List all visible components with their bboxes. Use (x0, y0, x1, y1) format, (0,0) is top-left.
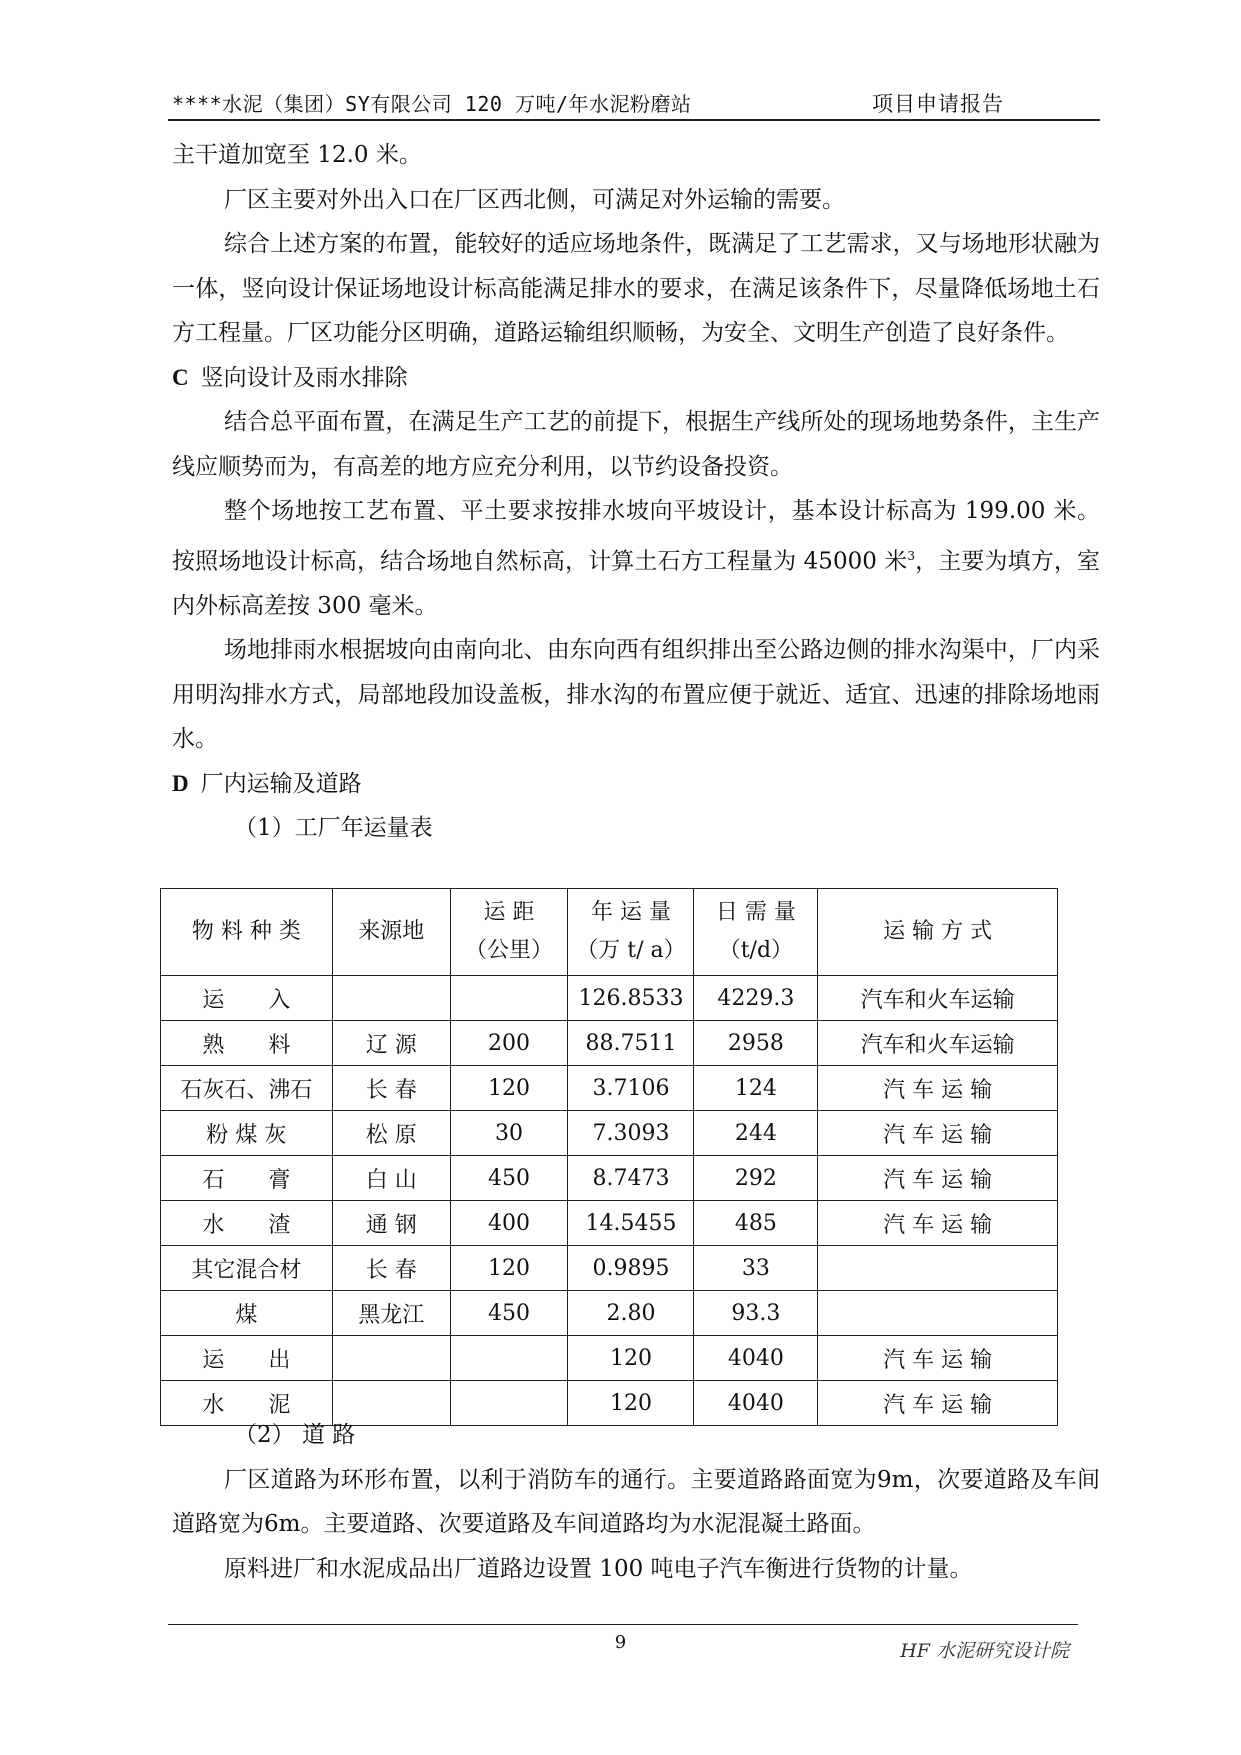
paragraph: 厂区道路为环形布置，以利于消防车的通行。主要道路路面宽为9m，次要道路及车间道路宽为6m。主要道路、次要道路及车间道路均为水泥混凝土路面。 (172, 1466, 1100, 1537)
cell-distance: 120 (450, 1066, 568, 1111)
header-daily-demand: 日 需 量 （t/d） (694, 889, 818, 976)
superscript: 3 (907, 548, 916, 563)
cell-daily: 4040 (694, 1381, 818, 1426)
cell-daily: 244 (694, 1111, 818, 1156)
cell-daily: 292 (694, 1156, 818, 1201)
cell-mode: 汽 车 运 输 (818, 1201, 1058, 1246)
cell-source: 辽 源 (332, 1021, 450, 1066)
cell-annual: 120 (568, 1381, 694, 1426)
paragraph: 场地排雨水根据坡向由南向北、由东向西有组织排出至公路边侧的排水沟渠中，厂内采用明沟排水方式，局部地段加设盖板，排水沟的布置应便于就近、适宜、迅速的排除场地雨水。 (172, 637, 1100, 753)
cell-material: 石 膏 (161, 1156, 333, 1201)
cell-annual: 3.7106 (568, 1066, 694, 1111)
cell-annual: 14.5455 (568, 1201, 694, 1246)
header-source: 来源地 (332, 889, 450, 976)
cell-source: 通 钢 (332, 1201, 450, 1246)
table-row (161, 1201, 1058, 1246)
cell-mode (818, 1291, 1058, 1336)
paragraph-text: 整个场地按工艺布置、平土要求按排水坡向平坡设计，基本设计标高为 199.00 米。按照场地设计标高，结合场地自然标高，计算土石方工程量为 45000 米 (172, 498, 1100, 575)
table-row (161, 1156, 1058, 1201)
cell-material: 熟 料 (161, 1021, 333, 1066)
cell-annual: 126.8533 (568, 976, 694, 1021)
paragraph: 原料进厂和水泥成品出厂道路边设置 100 吨电子汽车衡进行货物的计量。 (224, 1555, 973, 1582)
section-letter: D (172, 770, 189, 796)
cell-source: 松 原 (332, 1111, 450, 1156)
cell-daily: 485 (694, 1201, 818, 1246)
paragraph (172, 489, 1100, 628)
cell-material: 水 泥 (161, 1381, 333, 1426)
footer-brand: HF 水泥研究设计院 (900, 1640, 1069, 1662)
cell-source: 长 春 (332, 1066, 450, 1111)
cell-annual: 88.7511 (568, 1021, 694, 1066)
cell-distance: 450 (450, 1291, 568, 1336)
paragraph: 综合上述方案的布置，能较好的适应场地条件，既满足了工艺需求，又与场地形状融为一体，竖向设计保证场地设计标高能满足排水的要求，在满足该条件下，尽量降低场地土石方工程量。厂区功能分区明确，道路运输组织顺畅，为安全、文明生产创造了良好条件。 (172, 231, 1100, 346)
cell-annual: 0.9895 (568, 1246, 694, 1291)
cell-distance: 450 (450, 1156, 568, 1201)
cell-material: 石灰石、沸石 (161, 1066, 333, 1111)
cell-distance: 200 (450, 1021, 568, 1066)
cell-distance: 30 (450, 1111, 568, 1156)
cell-source: 长 春 (332, 1246, 450, 1291)
cell-distance: 120 (450, 1246, 568, 1291)
cell-mode: 汽车和火车运输 (818, 1021, 1058, 1066)
cell-material: 粉 煤 灰 (161, 1111, 333, 1156)
paragraph: 主干道加宽至 12.0 米。 (172, 142, 422, 168)
table-row (161, 1246, 1058, 1291)
paragraph: 厂区主要对外出入口在厂区西北侧，可满足对外运输的需要。 (224, 186, 845, 213)
cell-distance: 400 (450, 1201, 568, 1246)
cell-material: 运 出 (161, 1336, 333, 1381)
cell-daily: 2958 (694, 1021, 818, 1066)
cell-annual: 120 (568, 1336, 694, 1381)
page-number: 9 (614, 1632, 627, 1653)
header-distance: 运 距 （公里） (450, 889, 568, 976)
cell-mode: 汽 车 运 输 (818, 1066, 1058, 1111)
cell-daily: 4229.3 (694, 976, 818, 1021)
section-heading-c (172, 356, 1100, 401)
cell-material: 水 渣 (161, 1201, 333, 1246)
section-title: 厂内运输及道路 (200, 770, 362, 797)
cell-mode: 汽 车 运 输 (818, 1336, 1058, 1381)
cell-material: 煤 (161, 1291, 333, 1336)
table-row (161, 1021, 1058, 1066)
header-divider (168, 119, 1100, 121)
cell-distance (450, 1336, 568, 1381)
transport-volume-table (160, 888, 1058, 1426)
cell-mode: 汽 车 运 输 (818, 1156, 1058, 1201)
header-document-title: ****水泥（集团）SY有限公司 120 万吨/年水泥粉磨站 (172, 92, 692, 116)
cell-source: 白 山 (332, 1156, 450, 1201)
cell-mode (818, 1246, 1058, 1291)
header-report-type: 项目申请报告 (872, 92, 1004, 116)
footer-divider (168, 1624, 1078, 1625)
paragraph-text: ，主要为填方，室内外标高差按 300 毫米。 (172, 548, 1100, 619)
table-row (161, 1291, 1058, 1336)
cell-daily: 33 (694, 1246, 818, 1291)
page-header (168, 88, 1100, 118)
cell-source: 黑龙江 (332, 1291, 450, 1336)
table-row (161, 1111, 1058, 1156)
cell-daily: 124 (694, 1066, 818, 1111)
paragraph: 结合总平面布置，在满足生产工艺的前提下，根据生产线所处的现场地势条件，主生产线应顺势而为，有高差的地方应充分利用，以节约设备投资。 (172, 409, 1100, 480)
table-header-row (161, 889, 1058, 976)
cell-annual: 2.80 (568, 1291, 694, 1336)
document-body (172, 133, 1100, 851)
cell-source (332, 976, 450, 1021)
cell-annual: 7.3093 (568, 1111, 694, 1156)
cell-daily: 4040 (694, 1336, 818, 1381)
cell-material: 其它混合材 (161, 1246, 333, 1291)
cell-mode: 汽 车 运 输 (818, 1111, 1058, 1156)
subsection-title-road: （2） 道 路 (234, 1422, 356, 1448)
document-body-after-table (172, 1413, 1100, 1591)
cell-source (332, 1336, 450, 1381)
header-annual-volume: 年 运 量 （万 t/ a） (568, 889, 694, 976)
header-material: 物 料 种 类 (161, 889, 333, 976)
table-title: （1）工厂年运量表 (234, 815, 433, 842)
cell-mode: 汽 车 运 输 (818, 1381, 1058, 1426)
cell-daily: 93.3 (694, 1291, 818, 1336)
section-title: 竖向设计及雨水排除 (200, 364, 408, 391)
header-transport-mode: 运 输 方 式 (818, 889, 1058, 976)
table-row (161, 1066, 1058, 1111)
section-letter: C (172, 364, 189, 390)
cell-annual: 8.7473 (568, 1156, 694, 1201)
cell-mode: 汽车和火车运输 (818, 976, 1058, 1021)
table-row (161, 1336, 1058, 1381)
table-row (161, 976, 1058, 1021)
section-heading-d (172, 762, 1100, 807)
cell-material: 运 入 (161, 976, 333, 1021)
cell-distance (450, 976, 568, 1021)
